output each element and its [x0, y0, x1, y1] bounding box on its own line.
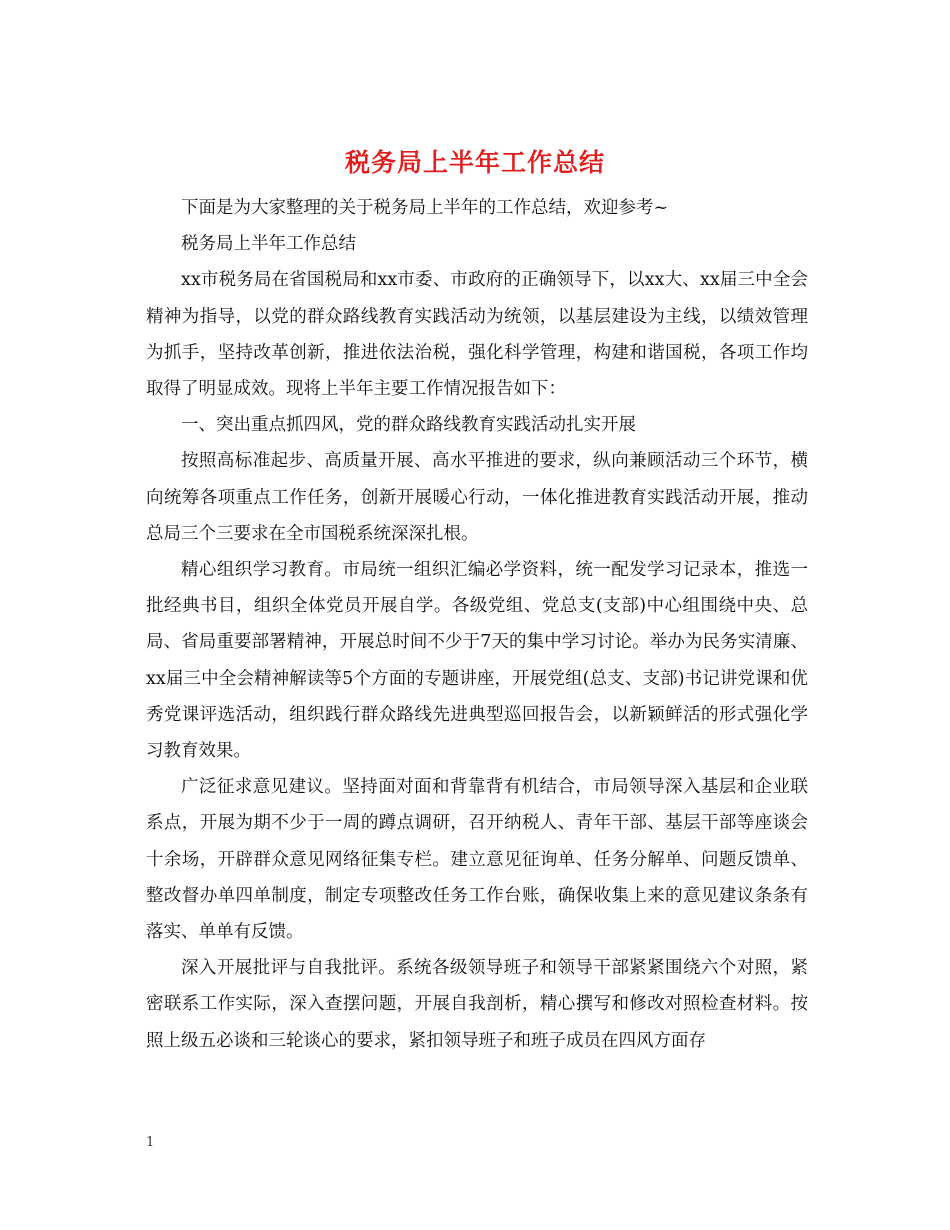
paragraph-study: 精心组织学习教育。市局统一组织汇编必学资料，统一配发学习记录本，推选一批经典书目，组织全体党员开展自学。各级党组、党总支(支部)中心组围绕中央、总局、省局重要部署精神，开展总时间不少于7天的集中学习讨论。举办为民务实清廉、xx届三中全会精神解读等5个方面的专题讲座，开展党组(总支、支部)书记讲党课和优秀党课评选活动，组织践行群众路线先进典型巡回报告会，以新颖鲜活的形式强化学习教育效果。: [146, 560, 808, 762]
section-heading-1: 一、突出重点抓四风，党的群众路线教育实践活动扎实开展: [181, 415, 636, 436]
document-body: [146, 190, 808, 1059]
document-title: 税务局上半年工作总结: [344, 148, 605, 177]
page-number: 1: [146, 1135, 155, 1150]
paragraph-subtitle: 税务局上半年工作总结: [181, 234, 356, 255]
paragraph-requirements: 按照高标准起步、高质量开展、高水平推进的要求，纵向兼顾活动三个环节，横向统筹各项重点工作任务，创新开展暖心行动，一体化推进教育实践活动开展，推动总局三个三要求在全市国税系统深深扎根。: [146, 451, 808, 544]
paragraph-opinions: 广泛征求意见建议。坚持面对面和背靠背有机结合，市局领导深入基层和企业联系点，开展为期不少于一周的蹲点调研，召开纳税人、青年干部、基层干部等座谈会十余场，开辟群众意见网络征集专栏。建立意见征询单、任务分解单、问题反馈单、整改督办单四单制度，制定专项整改任务工作台账，确保收集上来的意见建议条条有落实、单单有反馈。: [146, 777, 808, 943]
paragraph-intro: 下面是为大家整理的关于税务局上半年的工作总结，欢迎参考~: [181, 198, 669, 218]
paragraph-criticism: 深入开展批评与自我批评。系统各级领导班子和领导干部紧紧围绕六个对照，紧密联系工作实际，深入查摆问题，开展自我剖析，精心撰写和修改对照检查材料。按照上级五必谈和三轮谈心的要求，紧扣领导班子和班子成员在四风方面存: [146, 958, 808, 1051]
paragraph-overview: xx市税务局在省国税局和xx市委、市政府的正确领导下，以xx大、xx届三中全会精神为指导，以党的群众路线教育实践活动为统领，以基层建设为主线，以绩效管理为抓手，坚持改革创新，推进依法治税，强化科学管理，构建和谐国税，各项工作均取得了明显成效。现将上半年主要工作情况报告如下：: [146, 270, 808, 400]
